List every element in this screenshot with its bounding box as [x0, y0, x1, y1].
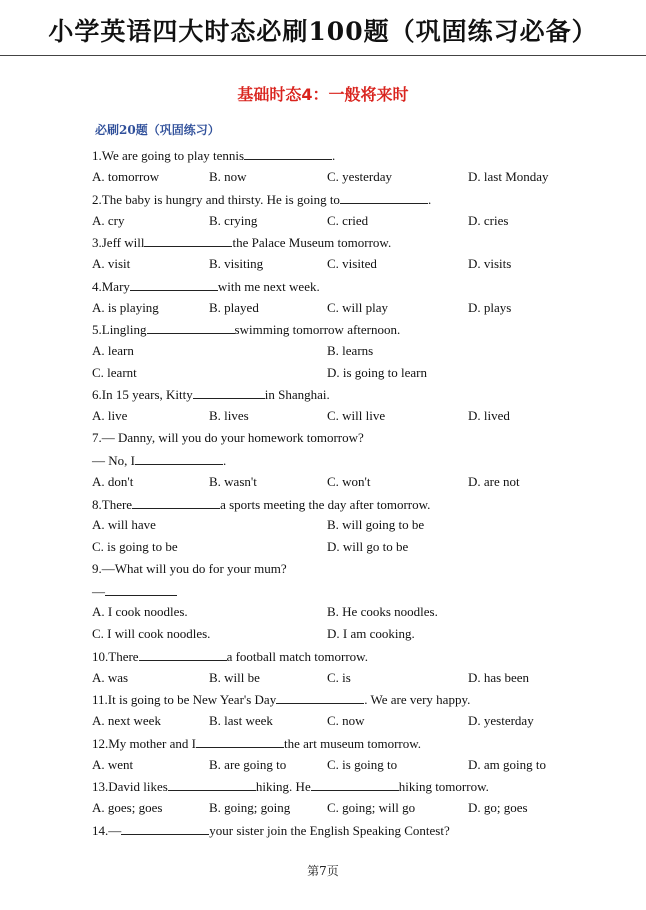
question-3: [92, 232, 391, 252]
question-text: the art museum tomorrow.: [283, 736, 422, 751]
answer-blank: [139, 646, 227, 661]
option-d: D. am going to: [468, 757, 546, 772]
option-c: C. yesterday: [327, 169, 392, 184]
option-b: B. crying: [209, 213, 258, 228]
option-d: D. will go to be: [327, 539, 409, 554]
option-a: A. live: [92, 408, 128, 423]
question-text: 13.David likes: [92, 779, 168, 794]
document-title: 小学英语四大时态必刷100题（巩固练习必备）: [48, 17, 598, 46]
question-9-reply: [92, 581, 177, 601]
question-2: [92, 189, 431, 209]
option-c: C. learnt: [92, 365, 137, 380]
section-subtitle: 必刷20题（巩固练习）: [95, 123, 220, 137]
question-text: 4.Mary: [92, 279, 130, 294]
option-d: D. has been: [468, 670, 530, 685]
question-13: [92, 776, 489, 796]
question-text: your sister join the English Speaking Contest?: [209, 823, 450, 838]
question-text: 3.Jeff will: [92, 235, 145, 250]
option-d: D. yesterday: [468, 713, 534, 728]
question-4: [92, 276, 320, 296]
question-text: hiking. He: [255, 779, 311, 794]
answer-blank: [311, 776, 399, 791]
option-b: B. last week: [209, 713, 273, 728]
option-a: A. was: [92, 670, 129, 685]
option-d: D. is going to learn: [327, 365, 428, 380]
question-text: a football match tomorrow.: [226, 649, 368, 664]
question-9: 9.—What will you do for your mum?: [92, 561, 287, 576]
option-c: C. visited: [327, 256, 377, 271]
option-b: B. will going to be: [327, 517, 425, 532]
answer-blank: [144, 232, 232, 247]
section-title: 基础时态4：一般将来时: [237, 85, 409, 104]
question-5: [92, 319, 400, 339]
question-text: a sports meeting the day after tomorrow.: [220, 497, 431, 512]
question-text: swimming tomorrow afternoon.: [234, 322, 401, 337]
option-c: C. will play: [327, 300, 389, 315]
option-c: C. is going to: [327, 757, 398, 772]
option-a: A. visit: [92, 256, 131, 271]
option-b: B. are going to: [209, 757, 287, 772]
question-10: [92, 646, 368, 666]
option-d: D. plays: [468, 300, 512, 315]
option-a: A. I cook noodles.: [92, 604, 188, 619]
question-6: [92, 384, 330, 404]
option-c: C. going; will go: [327, 800, 416, 815]
question-text: 12.My mother and I: [92, 736, 196, 751]
option-a: A. will have: [92, 517, 156, 532]
option-b: B. wasn't: [209, 474, 257, 489]
option-a: A. don't: [92, 474, 134, 489]
answer-blank: [147, 319, 235, 334]
question-text: the Palace Museum tomorrow.: [232, 235, 392, 250]
question-8: [92, 494, 430, 514]
option-d: D. visits: [468, 256, 512, 271]
question-7-reply: [92, 450, 226, 470]
question-text: 1.We are going to play tennis: [92, 148, 245, 163]
option-b: B. lives: [209, 408, 249, 423]
option-c: C. is: [327, 670, 351, 685]
question-text: . We are very happy.: [364, 692, 471, 707]
answer-blank: [132, 494, 220, 509]
question-text: 6.In 15 years, Kitty: [92, 387, 193, 402]
question-14: [92, 820, 450, 840]
option-c: C. is going to be: [92, 539, 178, 554]
question-text: — No, I: [92, 453, 135, 468]
question-text: hiking tomorrow.: [398, 779, 489, 794]
option-c: C. cried: [327, 213, 369, 228]
answer-blank: [244, 145, 332, 160]
page-number: 第7页: [307, 864, 339, 878]
question-text: 11.It is going to be New Year's Day: [92, 692, 277, 707]
answer-blank: [130, 276, 218, 291]
answer-blank: [135, 450, 223, 465]
question-text: 14.—: [92, 823, 122, 838]
option-c: C. I will cook noodles.: [92, 626, 211, 641]
answer-blank: [105, 581, 177, 596]
answer-blank: [196, 733, 284, 748]
option-d: D. cries: [468, 213, 509, 228]
option-b: B. will be: [209, 670, 260, 685]
question-text: 5.Lingling: [92, 322, 147, 337]
option-d: D. I am cooking.: [327, 626, 415, 641]
header-divider: [0, 55, 646, 56]
question-text: .: [332, 148, 336, 163]
question-text: 2.The baby is hungry and thirsty. He is going to: [92, 192, 340, 207]
option-b: B. going; going: [209, 800, 291, 815]
option-a: A. went: [92, 757, 134, 772]
option-c: C. now: [327, 713, 365, 728]
question-text: .: [222, 453, 227, 468]
answer-blank: [121, 820, 209, 835]
option-d: D. go; goes: [468, 800, 528, 815]
question-text: 8.There: [92, 497, 133, 512]
question-11: [92, 689, 470, 709]
option-d: D. are not: [468, 474, 520, 489]
option-b: B. visiting: [209, 256, 264, 271]
question-text: 10.There: [92, 649, 139, 664]
option-a: A. tomorrow: [92, 169, 160, 184]
question-7: 7.— Danny, will you do your homework tomorrow?: [92, 430, 364, 445]
option-a: A. learn: [92, 343, 134, 358]
option-b: B. He cooks noodles.: [327, 604, 438, 619]
question-1: [92, 145, 335, 165]
question-12: [92, 733, 421, 753]
answer-blank: [276, 689, 364, 704]
question-text: —: [92, 584, 105, 599]
option-a: A. next week: [92, 713, 161, 728]
option-a: A. cry: [92, 213, 125, 228]
option-d: D. last Monday: [468, 169, 549, 184]
option-c: C. will live: [327, 408, 386, 423]
option-a: A. is playing: [92, 300, 159, 315]
question-text: in Shanghai.: [264, 387, 330, 402]
answer-blank: [168, 776, 256, 791]
question-text: with me next week.: [217, 279, 320, 294]
answer-blank: [193, 384, 265, 399]
question-text: .: [427, 192, 432, 207]
option-b: B. now: [209, 169, 247, 184]
answer-blank: [340, 189, 428, 204]
option-d: D. lived: [468, 408, 510, 423]
option-b: B. played: [209, 300, 259, 315]
option-b: B. learns: [327, 343, 374, 358]
option-a: A. goes; goes: [92, 800, 163, 815]
option-c: C. won't: [327, 474, 371, 489]
